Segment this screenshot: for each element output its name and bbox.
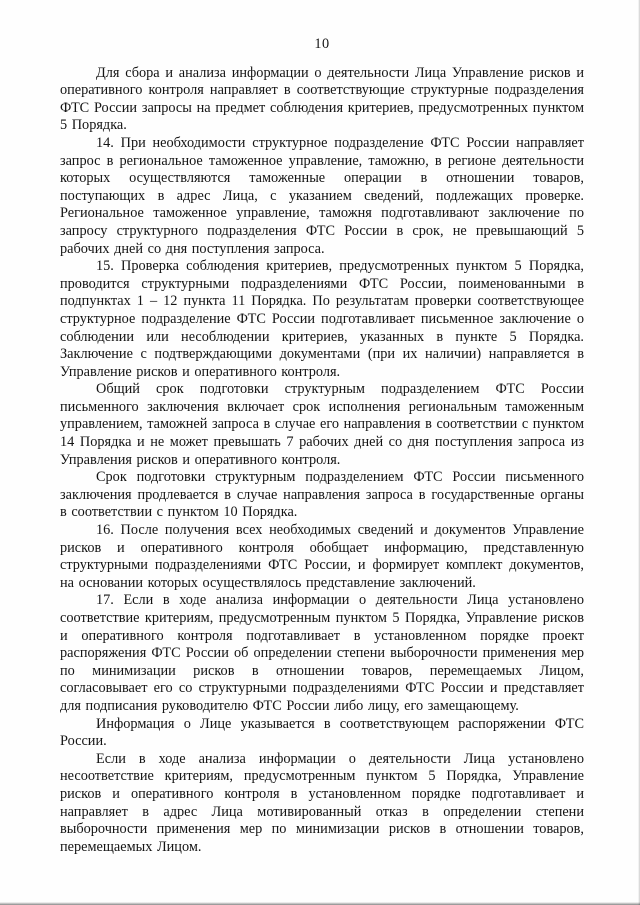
paragraph: 14. При необходимости структурное подразделение ФТС России направляет запрос в региональное таможенное управление, таможню, в регионе деятельности которых осуществляются таможенные операции в отношении товаров, поступающих в адрес Лица, с указанием сведений, подлежащих проверке. Региональное таможенное управление, таможня подготавливают заключение по запросу структурного подразделения ФТС России в срок, не превышающий 5 рабочих дней со дня поступления запроса.: [60, 134, 584, 257]
paragraph: 17. Если в ходе анализа информации о деятельности Лица установлено соответствие критериям, предусмотренным пунктом 5 Порядка, Управление рисков и оперативного контроля подготавливает в установленном порядке проект распоряжения ФТС России об определении степени выборочности применения мер по минимизации рисков в отношении товаров, перемещаемых Лицом, согласовывает его со структурными подразделениями ФТС России и представляет для подписания руководителю ФТС России либо лицу, его замещающему.: [60, 592, 584, 714]
page-number: 10: [314, 36, 330, 52]
paragraph: 15. Проверка соблюдения критериев, предусмотренных пунктом 5 Порядка, проводится структурными подразделениями ФТС России, поименованными в подпунктах 1 – 12 пункта 11 Порядка. По результатам проверки соответствующее структурное подразделение ФТС России подготавливает письменное заключение о соблюдении или несоблюдении критериев, указанных в пункте 5 Порядка. Заключение с подтверждающими документами (при их наличии) направляется в Управление рисков и оперативного контроля.: [60, 258, 584, 380]
paragraph: Если в ходе анализа информации о деятельности Лица установлено несоответствие критериям, предусмотренным пунктом 5 Порядка, Управление рисков и оперативного контроля в установленном порядке подготавливает и направляет в адрес Лица мотивированный отказ в определении степени выборочности применения мер по минимизации рисков в отношении товаров, перемещаемых Лицом.: [60, 750, 584, 855]
paragraph: Информация о Лице указывается в соответствующем распоряжении ФТС России.: [60, 715, 584, 750]
paragraph: Для сбора и анализа информации о деятельности Лица Управление рисков и оперативного контроля направляет в соответствующие структурные подразделения ФТС России запросы на предмет соблюдения критериев, предусмотренных пунктом 5 Порядка.: [60, 64, 584, 134]
paragraph: Общий срок подготовки структурным подразделением ФТС России письменного заключения включает срок исполнения региональным таможенным управлением, таможней запроса в случае его направления в соответствии с пунктом 14 Порядка и не может превышать 7 рабочих дней со дня поступления запроса из Управления рисков и оперативного контроля.: [60, 381, 584, 468]
paragraph: Срок подготовки структурным подразделением ФТС России письменного заключения продлевается в случае направления запроса в государственные органы в соответствии с пунктом 10 Порядка.: [60, 469, 584, 521]
paragraph: 16. После получения всех необходимых сведений и документов Управление рисков и оперативного контроля обобщает информацию, представленную структурными подразделениями ФТС России, и формирует комплект документов, на основании которых осуществлялось представление заключений.: [60, 522, 584, 591]
